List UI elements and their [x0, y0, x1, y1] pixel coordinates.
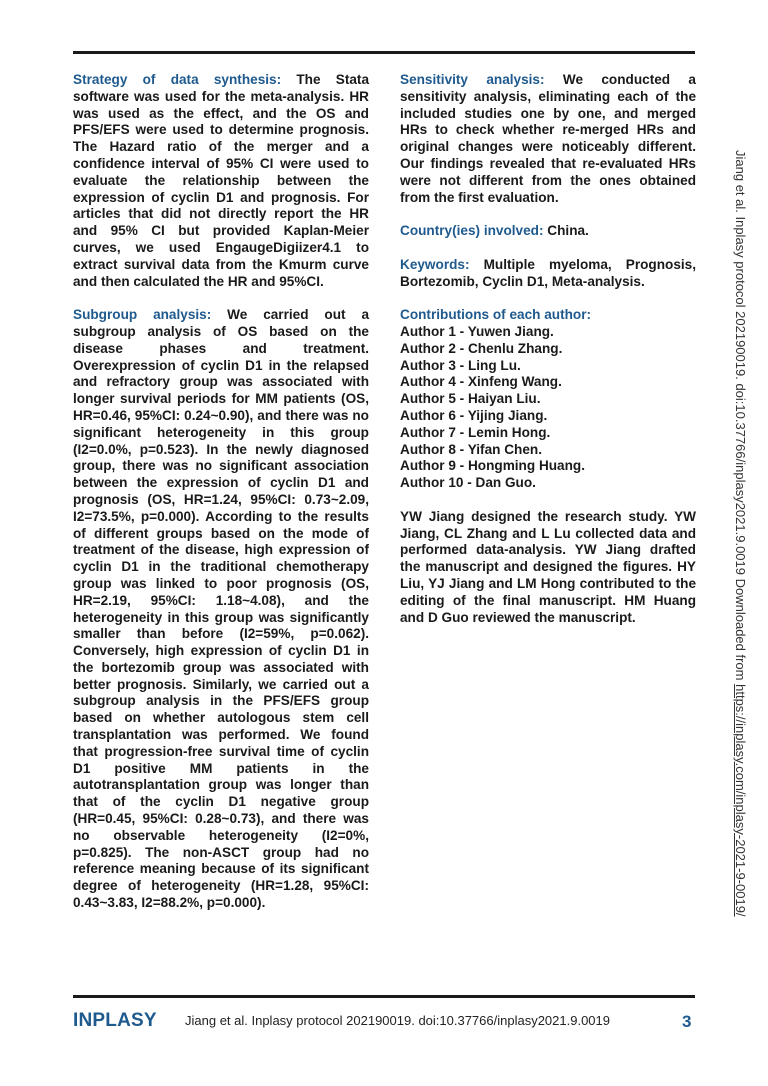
footer-citation: Jiang et al. Inplasy protocol 202190019. doi:10.37766/inplasy2021.9.0019: [185, 1013, 610, 1028]
subgroup-body: We carried out a subgroup analysis of OS based on the disease phases and treatment. Overexpression of cyclin D1 in the relapsed and refractory group was associated with longer survival periods for MM patients (OS, HR=0.46, 95%CI: 0.24~0.90), and there was no significant heterogeneity in this group (I2=0.0%, p=0.523). In the newly diagnosed group, there was no significant association between the expression of cyclin D1 and prognosis (OS, HR=1.24, 95%CI: 0.73~2.09, I2=73.5%, p=0.000). According to the results of different groups based on the mode of treatment of the disease, high expression of cyclin D1 in the traditional chemotherapy group was linked to poor prognosis (OS, HR=2.19, 95%CI: 1.18~4.08), and the heterogeneity in this group was significantly smaller than before (I2=59%, p=0.062). Conversely, high expression of cyclin D1 in the bortezomib group was associated with better prognosis. Similarly, we carried out a subgroup analysis in the PFS/EFS group based on whether autologous stem cell transplantation was performed. We found that progression-free survival time of cyclin D1 positive MM patients in the autotransplantation group was longer than that of the cyclin D1 negative group (HR=0.45, 95%CI: 0.28~0.73), and there was no observable heterogeneity (I2=0%, p=0.825). The non-ASCT group had no reference meaning because of its significant degree of heterogeneity (HR=1.28, 95%CI: 0.43~3.83, I2=88.2%, p=0.000).: [73, 307, 370, 911]
sensitivity-section: [400, 72, 696, 206]
author-item: Author 9 - Hongming Huang.: [400, 458, 586, 474]
country-body: China.: [543, 223, 589, 239]
keywords-heading: Keywords:: [400, 256, 470, 272]
right-column: [400, 72, 696, 643]
author-item: Author 10 - Dan Guo.: [400, 475, 536, 491]
contributions-section: [400, 307, 696, 492]
author-item: Author 3 - Ling Lu.: [400, 357, 521, 373]
author-item: Author 8 - Yifan Chen.: [400, 441, 542, 457]
footer-rule: [73, 995, 695, 998]
sensitivity-heading: Sensitivity analysis:: [400, 72, 545, 87]
author-item: Author 7 - Lemin Hong.: [400, 424, 551, 440]
contribution-statement: YW Jiang designed the research study. YW Jiang, CL Zhang and L Lu collected data and performed data-analysis. YW Jiang drafted the manuscript and designed the figures. HY Liu, YJ Jiang and LM Hong contributed to the editing of the final manuscript. HM Huang and D Guo reviewed the manuscript.: [400, 508, 696, 625]
side-note-text: Jiang et al. Inplasy protocol 202190019. doi:10.37766/inplasy2021.9.0019 Downloaded from: [733, 150, 748, 685]
left-column: [73, 72, 369, 929]
country-section: [400, 223, 696, 240]
keywords-section: [400, 257, 696, 291]
author-item: Author 6 - Yijing Jiang.: [400, 407, 548, 423]
country-heading: Country(ies) involved:: [400, 223, 544, 239]
author-item: Author 4 - Xinfeng Wang.: [400, 374, 562, 390]
header-rule: [73, 51, 695, 54]
author-item: Author 1 - Yuwen Jiang.: [400, 323, 554, 339]
subgroup-heading: Subgroup analysis:: [73, 307, 212, 323]
side-download-note: [733, 150, 748, 917]
strategy-heading: Strategy of data synthesis:: [73, 72, 282, 87]
page-number: 3: [682, 1012, 692, 1031]
author-item: Author 5 - Haiyan Liu.: [400, 391, 541, 407]
footer-brand-logo: INPLASY: [73, 1010, 157, 1031]
strategy-body: The Stata software was used for the meta-analysis. HR was used as the effect, and the OS and PFS/EFS were used to determine prognosis. The Hazard ratio of the merger and a confidence interval of 95% CI were used to evaluate the relationship between the expression of cyclin D1 and prognosis. For articles that did not directly report the HR and 95% CI but provided Kaplan-Meier curves, we used EngaugeDigiizer4.1 to extract survival data from the Kmurm curve and then calculated the HR and 95%CI.: [73, 72, 369, 289]
download-link[interactable]: https://inplasy.com/inplasy-2021-9-0019/: [733, 684, 748, 917]
contributions-heading: Contributions of each author:: [400, 307, 592, 323]
author-item: Author 2 - Chenlu Zhang.: [400, 340, 563, 356]
sensitivity-body: We conducted a sensitivity analysis, eliminating each of the included studies one by one, and merged HRs to check whether re-merged HRs and original changes were noticeably different. Our findings revealed that re-evaluated HRs were not different from the ones obtained from the first evaluation.: [400, 72, 696, 205]
subgroup-section: [73, 307, 369, 912]
strategy-section: [73, 72, 369, 290]
keywords-body: Multiple myeloma, Prognosis, Bortezomib, Cyclin D1, Meta-analysis.: [400, 256, 696, 289]
